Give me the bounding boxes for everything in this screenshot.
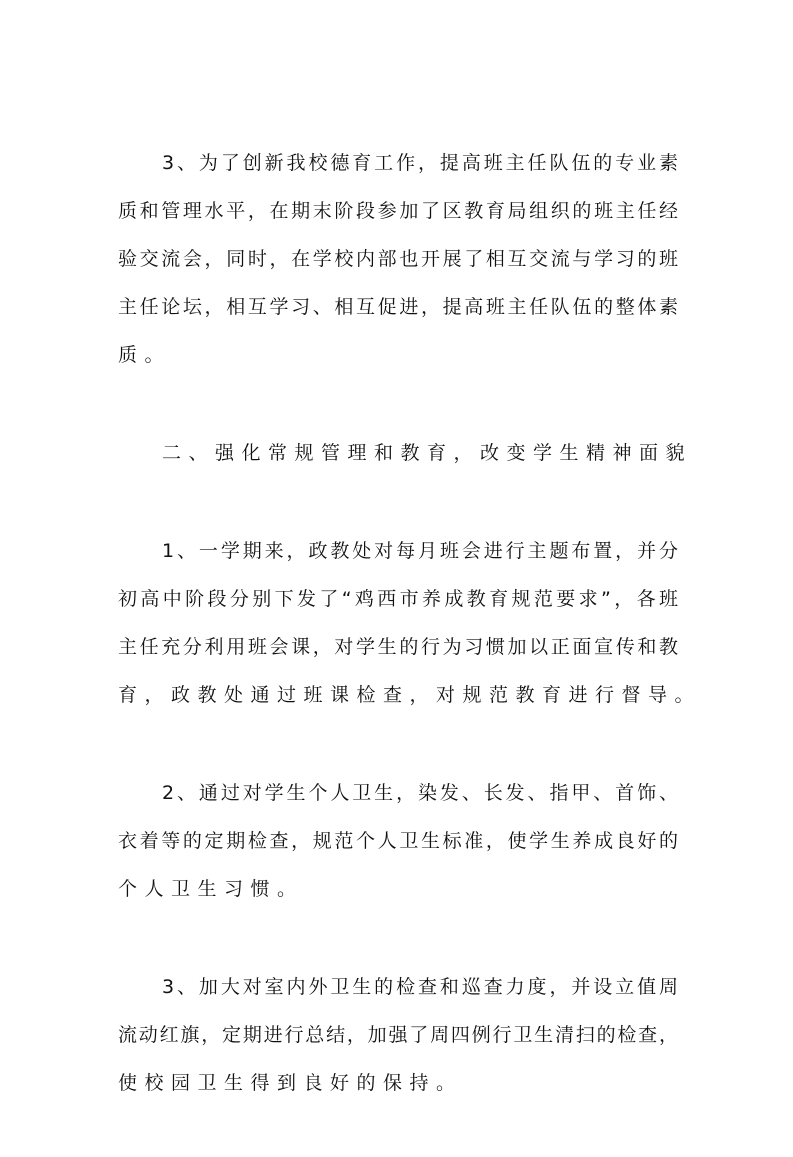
text-line: 育，政教处通过班课检查，对规范教育进行督导。 bbox=[118, 684, 702, 706]
section-heading bbox=[118, 429, 693, 477]
text-line: 验交流会，同时，在学校内部也开展了相互交流与学习的班 bbox=[118, 248, 678, 270]
text-line: 使校园卫生得到良好的保持。 bbox=[118, 1072, 463, 1094]
paragraph bbox=[118, 963, 678, 1107]
text-line: 3、加大对室内外卫生的检查和巡查力度，并设立值周 bbox=[162, 976, 678, 998]
paragraph bbox=[118, 527, 702, 719]
text-line: 衣着等的定期检查，规范个人卫生标准，使学生养成良好的 bbox=[118, 830, 678, 852]
text-line: 质和管理水平，在期末阶段参加了区教育局组织的班主任经 bbox=[118, 200, 678, 222]
text-line: 初高中阶段分别下发了“鸡西市养成教育规范要求”，各班 bbox=[118, 588, 678, 610]
text-line: 2、通过对学生个人卫生，染发、长发、指甲、首饰、 bbox=[162, 782, 678, 804]
text-line: 质。 bbox=[118, 344, 172, 366]
paragraph bbox=[118, 769, 678, 913]
text-line: 3、为了创新我校德育工作，提高班主任队伍的专业素 bbox=[162, 152, 678, 174]
paragraph bbox=[118, 139, 678, 379]
text-line: 主任论坛，相互学习、相互促进，提高班主任队伍的整体素 bbox=[118, 296, 678, 318]
document-page bbox=[118, 139, 702, 1157]
text-line: 1、一学期来，政教处对每月班会进行主题布置，并分 bbox=[162, 540, 678, 562]
text-line: 二、强化常规管理和教育，改变学生精神面貌 bbox=[162, 442, 693, 464]
text-line: 主任充分利用班会课，对学生的行为习惯加以正面宣传和教 bbox=[118, 636, 678, 658]
text-line: 流动红旗，定期进行总结，加强了周四例行卫生清扫的检查， bbox=[118, 1024, 678, 1046]
text-line: 个人卫生习惯。 bbox=[118, 878, 304, 900]
